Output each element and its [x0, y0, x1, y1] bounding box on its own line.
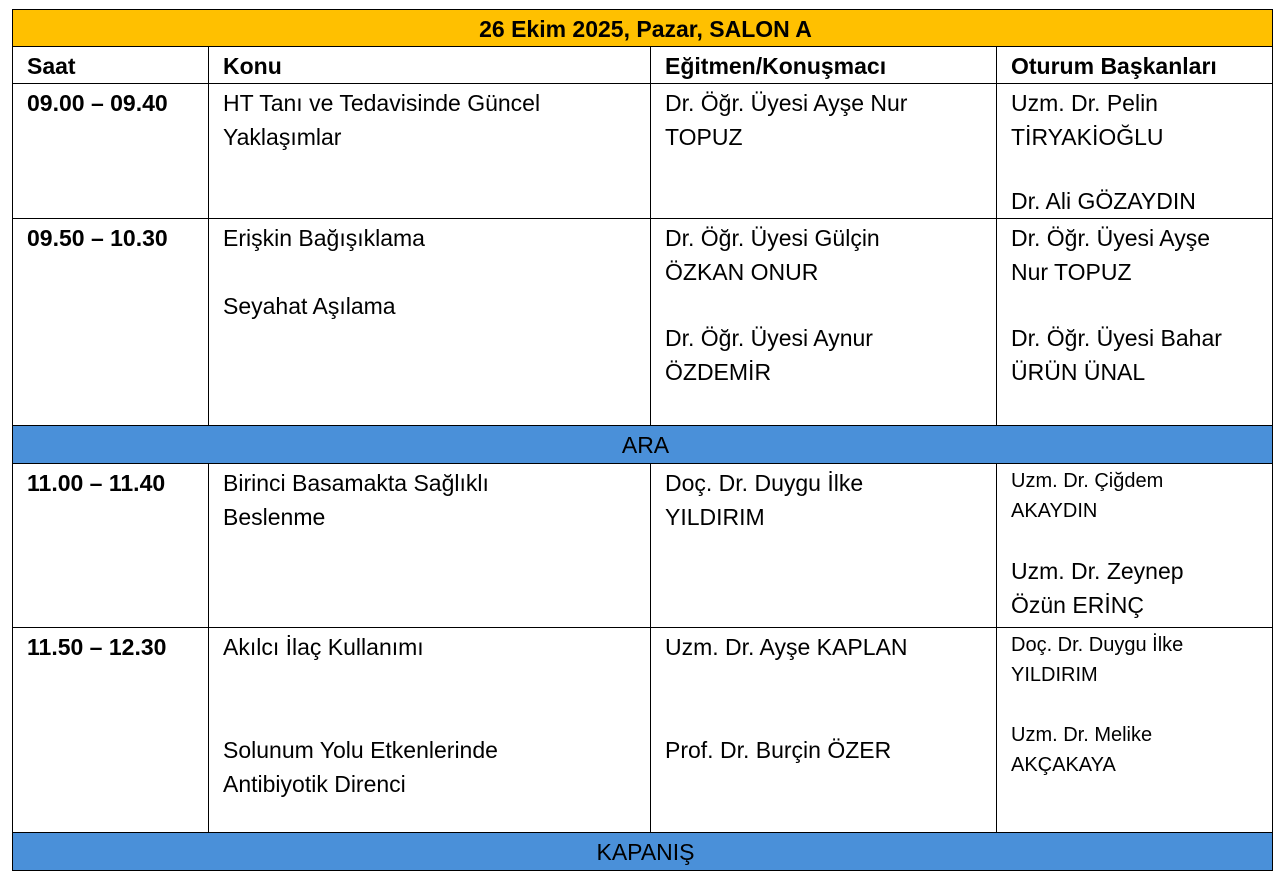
- speaker-cell: [651, 84, 997, 219]
- topic-cell: [209, 219, 651, 426]
- speaker-line: TOPUZ: [665, 124, 743, 150]
- speaker-cell: [651, 219, 997, 426]
- session-title: 26 Ekim 2025, Pazar, SALON A: [13, 10, 1273, 47]
- chair-line: TİRYAKİOĞLU: [1011, 124, 1164, 150]
- speaker-line: Uzm. Dr. Ayşe KAPLAN: [665, 634, 908, 660]
- chairs-cell: [997, 628, 1273, 833]
- topic-cell: [209, 84, 651, 219]
- closing-row: [13, 833, 1273, 871]
- time-cell: 09.50 – 10.30: [13, 219, 209, 426]
- chair-line: YILDIRIM: [1011, 664, 1098, 686]
- header-saat: Saat: [13, 47, 209, 84]
- time-cell: 11.00 – 11.40: [13, 464, 209, 628]
- chairs-cell: [997, 84, 1273, 219]
- table-row: [13, 628, 1273, 833]
- chair-line: AKAYDIN: [1011, 500, 1098, 522]
- topic-line: HT Tanı ve Tedavisinde Güncel: [223, 90, 541, 116]
- header-baskanlar: Oturum Başkanları: [997, 47, 1273, 84]
- chair-line: AKÇAKAYA: [1011, 754, 1116, 776]
- speaker-cell: [651, 464, 997, 628]
- chair-line: Dr. Ali GÖZAYDIN: [1011, 188, 1196, 214]
- speaker-line: Dr. Öğr. Üyesi Aynur: [665, 325, 873, 351]
- break-row: [13, 426, 1273, 464]
- header-egitmen: Eğitmen/Konuşmacı: [651, 47, 997, 84]
- chair-line: Dr. Öğr. Üyesi Bahar: [1011, 325, 1222, 351]
- speaker-line: ÖZKAN ONUR: [665, 259, 819, 285]
- topic-line: Beslenme: [223, 504, 326, 530]
- topic-cell: [209, 628, 651, 833]
- topic-line: Akılcı İlaç Kullanımı: [223, 634, 424, 660]
- chair-line: Nur TOPUZ: [1011, 259, 1132, 285]
- speaker-cell: [651, 628, 997, 833]
- table-row: [13, 219, 1273, 426]
- chairs-cell: [997, 464, 1273, 628]
- topic-line: Erişkin Bağışıklama: [223, 225, 425, 251]
- topic-line: Yaklaşımlar: [223, 124, 342, 150]
- table-row: [13, 84, 1273, 219]
- topic-cell: [209, 464, 651, 628]
- chairs-cell: [997, 219, 1273, 426]
- speaker-line: Dr. Öğr. Üyesi Ayşe Nur: [665, 90, 908, 116]
- speaker-line: Doç. Dr. Duygu İlke: [665, 470, 864, 496]
- program-table: [12, 9, 1273, 871]
- title-row: [13, 10, 1273, 47]
- chair-line: Uzm. Dr. Pelin: [1011, 90, 1158, 116]
- time-cell: 11.50 – 12.30: [13, 628, 209, 833]
- topic-line: Birinci Basamakta Sağlıklı: [223, 470, 489, 496]
- header-row: [13, 47, 1273, 84]
- chair-line: Uzm. Dr. Melike: [1011, 724, 1153, 746]
- chair-line: Özün ERİNÇ: [1011, 592, 1144, 618]
- chair-line: Doç. Dr. Duygu İlke: [1011, 634, 1184, 656]
- speaker-line: ÖZDEMİR: [665, 359, 772, 385]
- chair-line: Dr. Öğr. Üyesi Ayşe: [1011, 225, 1210, 251]
- chair-line: ÜRÜN ÜNAL: [1011, 359, 1146, 385]
- topic-line: Seyahat Aşılama: [223, 293, 396, 319]
- speaker-line: YILDIRIM: [665, 504, 765, 530]
- time-cell: 09.00 – 09.40: [13, 84, 209, 219]
- topic-line: Antibiyotik Direnci: [223, 771, 406, 797]
- chair-line: Uzm. Dr. Çiğdem: [1011, 470, 1164, 492]
- speaker-line: Dr. Öğr. Üyesi Gülçin: [665, 225, 880, 251]
- table-row: [13, 464, 1273, 628]
- break-label: ARA: [13, 426, 1273, 464]
- speaker-line: Prof. Dr. Burçin ÖZER: [665, 737, 892, 763]
- header-konu: Konu: [209, 47, 651, 84]
- chair-line: Uzm. Dr. Zeynep: [1011, 558, 1184, 584]
- closing-label: KAPANIŞ: [13, 833, 1273, 871]
- topic-line: Solunum Yolu Etkenlerinde: [223, 737, 498, 763]
